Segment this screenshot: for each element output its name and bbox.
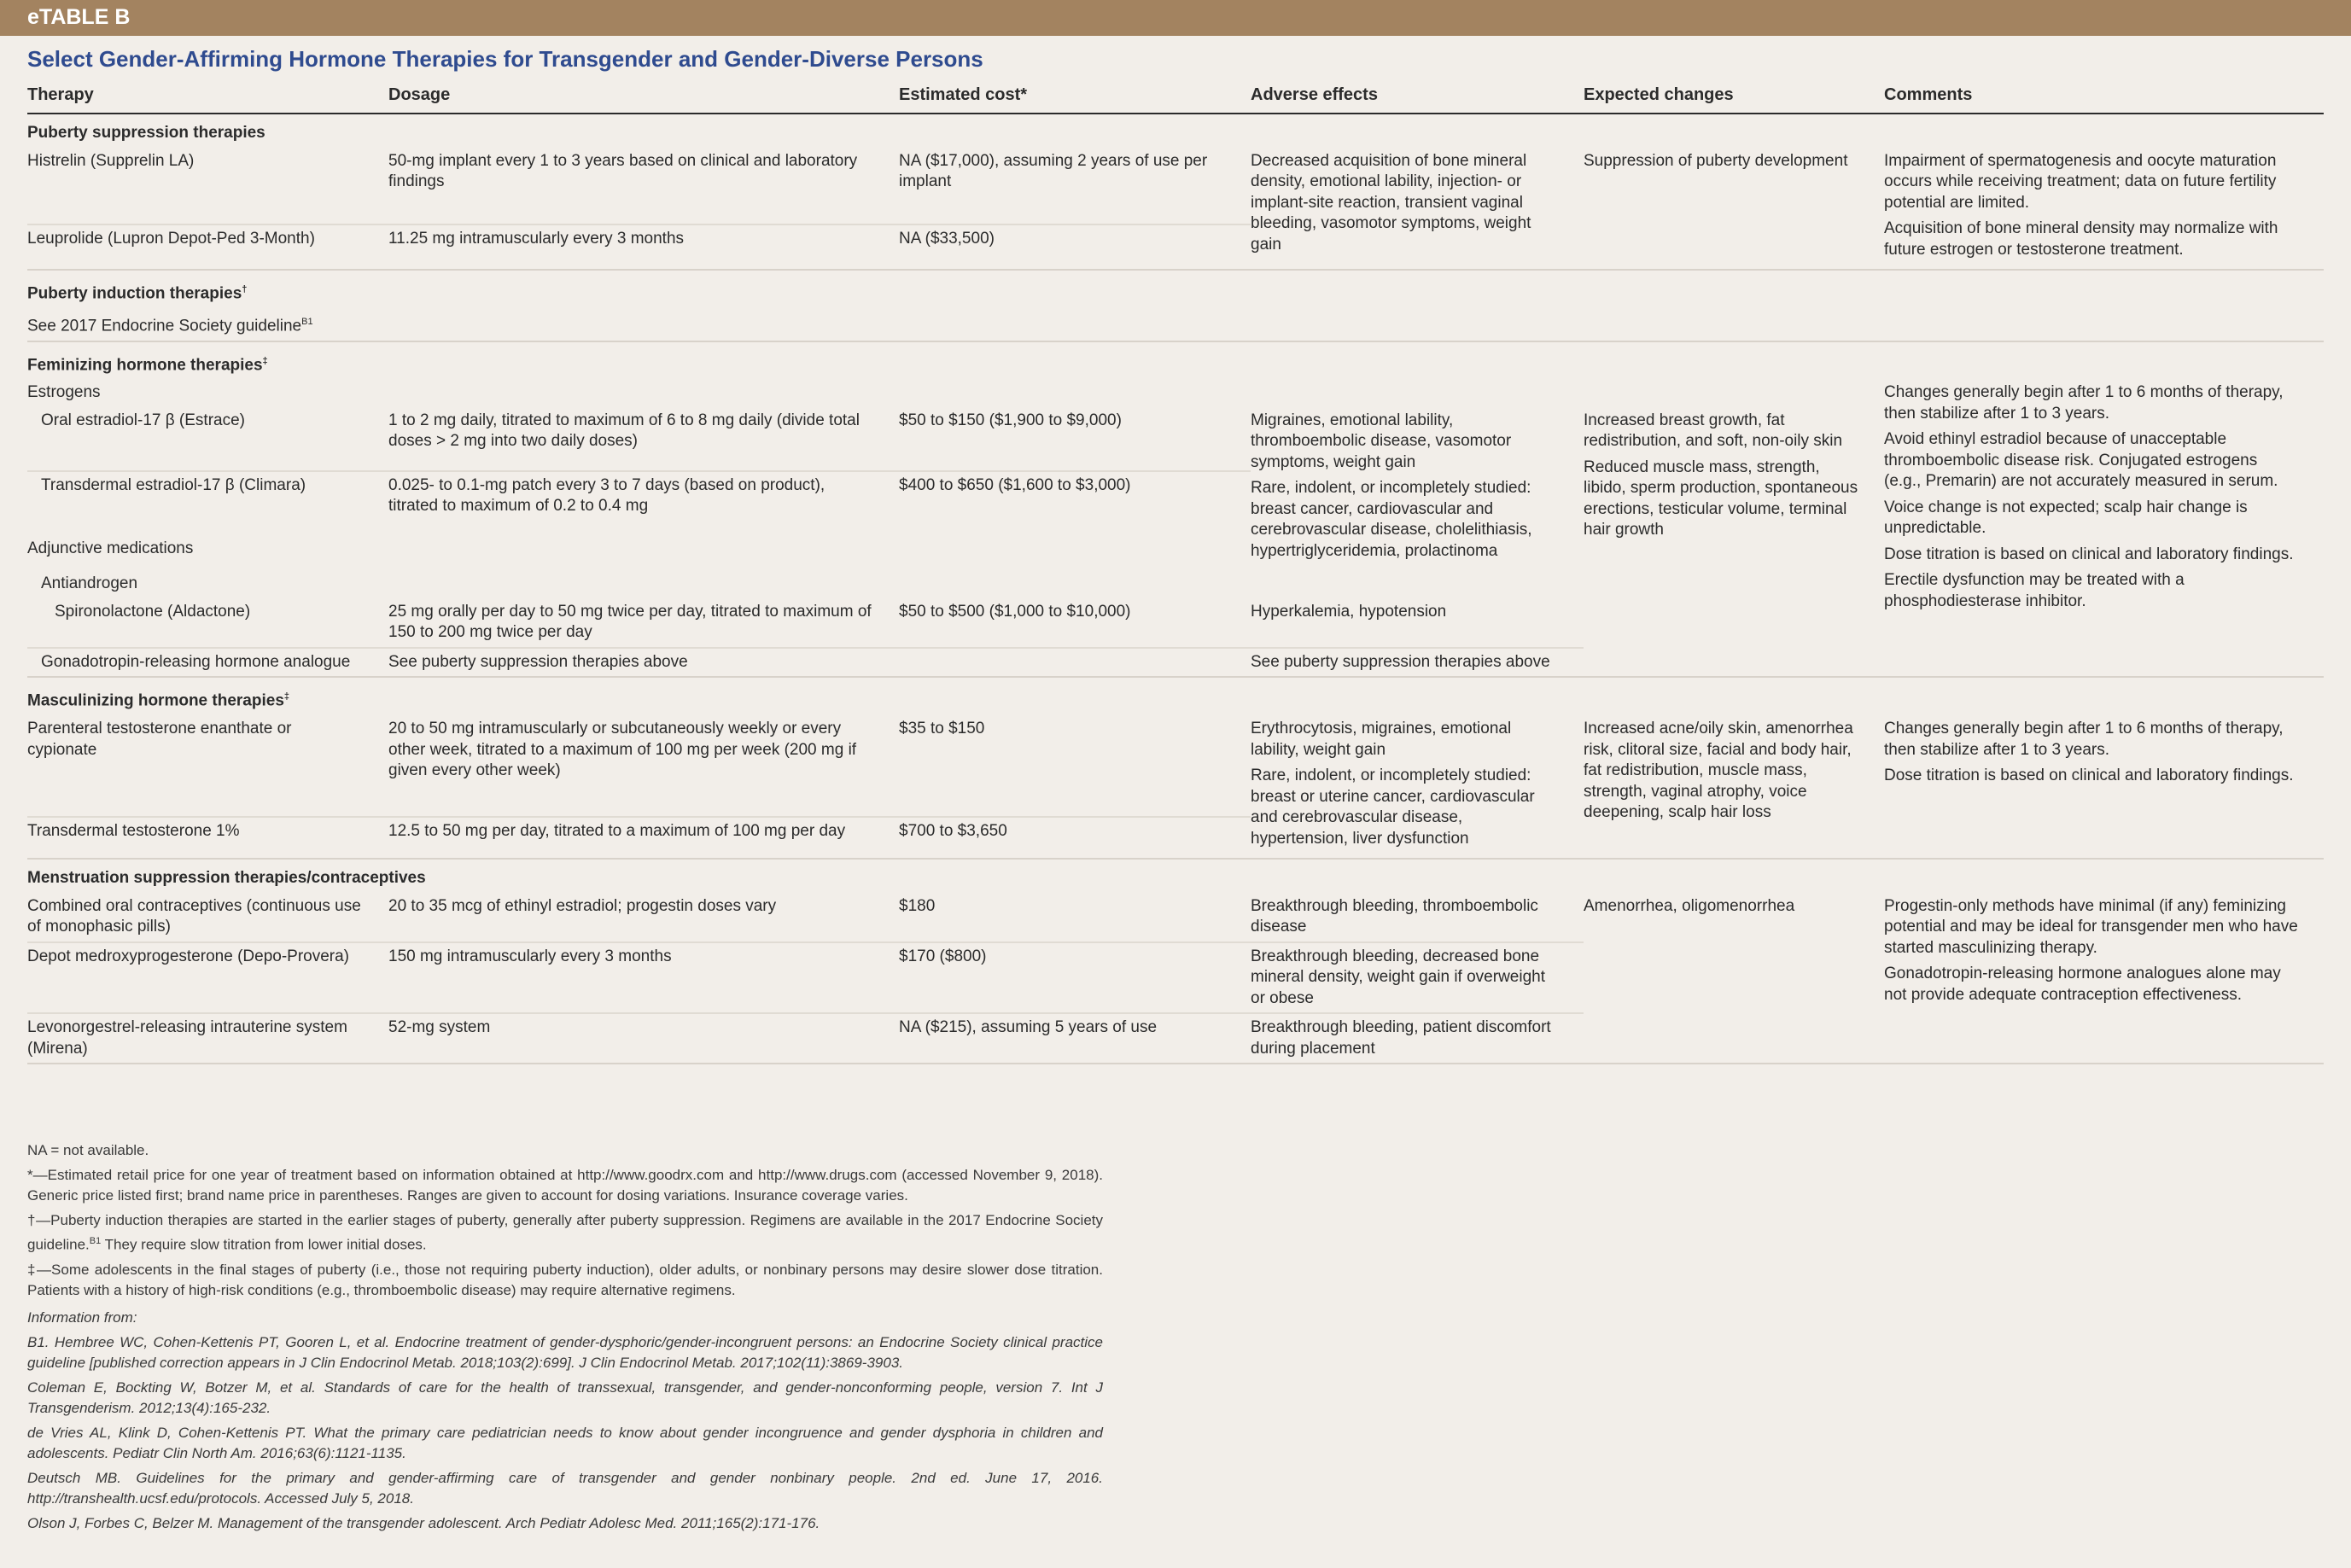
footnotes [27,1140,1103,1538]
dosage-cell: See puberty suppression therapies above [388,648,899,677]
source-citation: Olson J, Forbes C, Belzer M. Management of the transgender adolescent. Arch Pediatr Adolesc Med. 2011;165(2):171-176. [27,1514,820,1531]
footnote-double-dagger: ‡—Some adolescents in the final stages of puberty (i.e., those not requiring puberty induction), older adults, or nonbinary persons may desire slower dose titration. Patients with a history of high-risk conditions (e.g., thromboembolic disease) may require alternative regimens. [27,1261,1103,1298]
therapy-cell: Parenteral testosterone enanthate or cypionate [27,720,292,759]
cost-cell: $35 to $150 [899,720,985,738]
section-heading-text: Feminizing hormone therapies [27,355,263,374]
guideline-reference [27,308,2324,341]
comment-text: Gonadotropin-releasing hormone analogues alone may not provide adequate contraception effectiveness. [1884,965,2281,1004]
source-citation: Coleman E, Bockting W, Botzer M, et al. Standards of care for the health of transsexual, transgender, and gender-nonconforming people, version 7. Int J Transgenderism. 2012;13(4):165-232. [27,1379,1103,1416]
comments-cell [1884,148,2324,270]
section-heading [27,341,2324,380]
adverse-text: Rare, indolent, or incompletely studied: breast or uterine cancer, cardiovascular and cerebrovascular disease, hypertension, liver dysfunction [1251,767,1535,848]
comment-text: Impairment of spermatogenesis and oocyte maturation occurs while receiving treatment; data on future fertility potential are limited. [1884,151,2277,212]
expected-text: Reduced muscle mass, strength, libido, sperm production, spontaneous erections, testicular volume, terminal hair growth [1584,458,1858,539]
therapy-cell: Leuprolide (Lupron Depot-Ped 3-Month) [27,224,388,269]
table-banner [0,0,2351,36]
adverse-cell: Breakthrough bleeding, patient discomfort during placement [1251,1013,1584,1063]
therapy-cell: Transdermal estradiol-17 β (Climara) [27,471,388,535]
dosage-cell: 1 to 2 mg daily, titrated to maximum of 6 to 8 mg daily (divide total doses > 2 mg into two daily doses) [388,411,860,451]
comment-text: Changes generally begin after 1 to 6 months of therapy, then stabilize after 1 to 3 years. [1884,720,2284,759]
comment-text: Changes generally begin after 1 to 6 months of therapy, then stabilize after 1 to 3 years. [1884,383,2284,423]
section-heading-row [27,270,2324,308]
citation-mark: B1 [301,316,313,327]
footnote-mark: ‡ [262,355,268,366]
adverse-cell [1251,715,1584,858]
adverse-cell: Decreased acquisition of bone mineral density, emotional lability, injection- or implant-site reaction, transient vaginal bleeding, vasomotor symptoms, weight gain [1251,151,1531,254]
adverse-cell [1251,407,1584,571]
adverse-text: Erythrocytosis, migraines, emotional lability, weight gain [1251,720,1512,759]
comment-text: Progestin-only methods have minimal (if any) feminizing potential and may be ideal for transgender men who have started masculinizing therapy. [1884,896,2298,957]
section-heading-text: Masculinizing hormone therapies [27,691,284,710]
table-row [27,308,2324,341]
cost-cell: NA ($215), assuming 5 years of use [899,1013,1251,1063]
footnote-dagger [27,1210,1103,1256]
adverse-cell: Breakthrough bleeding, thromboembolic disease [1251,896,1538,936]
column-header-cost: Estimated cost* [899,77,1251,114]
section-heading-text: Puberty induction therapies [27,284,242,303]
table-row [27,379,2324,407]
subgroup-label: Adjunctive medications [27,539,194,557]
cost-cell: $400 to $650 ($1,600 to $3,000) [899,471,1251,535]
table-title: Select Gender-Affirming Hormone Therapies for Transgender and Gender-Diverse Persons [27,46,983,72]
comment-text: Voice change is not expected; scalp hair change is unpredictable. [1884,498,2248,538]
citation-mark: B1 [89,1236,102,1246]
section-heading-row [27,341,2324,380]
therapy-table-container [27,77,2324,1064]
adverse-cell: Breakthrough bleeding, decreased bone mineral density, weight gain if overweight or obese [1251,942,1584,1014]
footnote-mark: ‡ [283,691,290,702]
comment-text: Avoid ethinyl estradiol because of unacceptable thromboembolic disease risk. Conjugated estrogens (e.g., Premarin) are not accurately measured in serum. [1884,430,2278,491]
cost-cell: $700 to $3,650 [899,817,1251,858]
comment-text: Acquisition of bone mineral density may normalize with future estrogen or testosterone treatment. [1884,219,2278,259]
adverse-cell: Hyperkalemia, hypotension [1251,602,1447,621]
header-row [27,77,2324,114]
dosage-cell: 11.25 mg intramuscularly every 3 months [388,224,899,269]
cost-cell: $50 to $150 ($1,900 to $9,000) [899,411,1122,429]
table-row [27,715,2324,817]
section-heading-row [27,859,2324,893]
column-header-comments: Comments [1884,77,2324,114]
footnote-mark: † [242,284,248,294]
section-heading: Puberty suppression therapies [27,124,265,142]
therapy-cell: Transdermal testosterone 1% [27,817,388,858]
therapy-cell: Combined oral contraceptives (continuous use of monophasic pills) [27,896,361,936]
comments-cell [1884,715,2324,858]
dosage-cell: 0.025- to 0.1-mg patch every 3 to 7 days (based on product), titrated to maximum of 0.2 to 0.4 mg [388,471,899,535]
section-heading-row [27,114,2324,148]
expected-text: Increased breast growth, fat redistribution, and soft, non-oily skin [1584,411,1843,451]
section-heading [27,270,2324,308]
table-row [27,148,2324,224]
dosage-cell: 150 mg intramuscularly every 3 months [388,942,899,1014]
source-citation: B1. Hembree WC, Cohen-Kettenis PT, Gooren L, et al. Endocrine treatment of gender-dysphoric/gender-incongruent persons: an Endocrine Society clinical practice guideline [published correction appears in J Clin Endocrinol Metab. 2018;103(2):699]. J Clin Endocrinol Metab. 2017;102(11):3869-3903. [27,1333,1103,1371]
therapy-cell: Oral estradiol-17 β (Estrace) [41,411,246,429]
comment-text: Dose titration is based on clinical and laboratory findings. [1884,767,2294,785]
adverse-text: Migraines, emotional lability, thromboembolic disease, vasomotor symptoms, weight gain [1251,411,1512,471]
adverse-cell: See puberty suppression therapies above [1251,648,1584,677]
dosage-cell: 20 to 35 mcg of ethinyl estradiol; progestin doses vary [388,896,777,915]
dosage-cell: 50-mg implant every 1 to 3 years based on clinical and laboratory findings [388,151,858,190]
sources-header: Information from: [27,1309,137,1326]
column-header-therapy: Therapy [27,77,388,114]
expected-cell: Suppression of puberty development [1584,151,1848,170]
therapy-cell: Histrelin (Supprelin LA) [27,151,195,170]
expected-cell: Amenorrhea, oligomenorrhea [1584,896,1795,915]
section-heading [27,677,2324,715]
footnote-dagger-text-end: They require slow titration from lower initial doses. [101,1236,427,1253]
source-citation: de Vries AL, Klink D, Cohen-Kettenis PT. What the primary care pediatrician needs to know about gender incongruence and gender dysphoria in children and adolescents. Pediatr Clin North Am. 2016;63(6):1121-1135. [27,1424,1103,1461]
comment-text: Erectile dysfunction may be treated with a phosphodiesterase inhibitor. [1884,571,2185,610]
cost-cell: $170 ($800) [899,942,1251,1014]
therapy-cell: Spironolactone (Aldactone) [55,602,251,621]
section-heading: Menstruation suppression therapies/contraceptives [27,869,426,888]
comments-cell [1884,893,2324,1064]
therapy-table [27,77,2324,1064]
cost-cell: NA ($33,500) [899,224,1251,269]
comments-cell [1884,379,2324,676]
dosage-cell: 12.5 to 50 mg per day, titrated to a maximum of 100 mg per day [388,817,899,858]
expected-cell: Increased acne/oily skin, amenorrhea risk, clitoral size, facial and body hair, fat redistribution, muscle mass, strength, vaginal atrophy, voice deepening, scalp hair loss [1584,720,1853,822]
cost-cell: NA ($17,000), assuming 2 years of use per implant [899,151,1208,190]
dosage-cell: 25 mg orally per day to 50 mg twice per day, titrated to maximum of 150 to 200 mg twice per day [388,602,872,642]
column-header-adverse: Adverse effects [1251,77,1584,114]
comment-text: Dose titration is based on clinical and laboratory findings. [1884,545,2294,563]
therapy-cell: Depot medroxyprogesterone (Depo-Provera) [27,942,388,1014]
section-heading-row [27,677,2324,715]
source-citation: Deutsch MB. Guidelines for the primary and gender-affirming care of transgender and gender nonbinary people. 2nd ed. June 17, 2016. http://transhealth.ucsf.edu/protocols. Accessed July 5, 2018. [27,1469,1103,1507]
column-header-expected: Expected changes [1584,77,1884,114]
cost-cell: $50 to $500 ($1,000 to $10,000) [899,602,1131,621]
cost-cell: $180 [899,896,936,915]
table-bottom-rule [27,1063,2324,1064]
footnote-dagger-text: †—Puberty induction therapies are started in the earlier stages of puberty, generally after puberty suppression. Regimens are available in the 2017 Endocrine Society guideline. [27,1212,1103,1253]
therapy-cell: Gonadotropin-releasing hormone analogue [27,648,388,677]
adverse-text: Rare, indolent, or incompletely studied: breast cancer, cardiovascular and cerebrovascular disease, cholelithiasis, hypertriglyceridemia, prolactinoma [1251,479,1532,560]
footnote-star: *—Estimated retail price for one year of treatment based on information obtained at http://www.goodrx.com and http://www.drugs.com (accessed November 9, 2018). Generic price listed first; brand name price in parentheses. Ranges are given to account for dosing variations. Insurance coverage varies. [27,1167,1103,1204]
dosage-cell: 52-mg system [388,1013,899,1063]
subgroup-label: Antiandrogen [41,574,138,593]
footnote-na: NA = not available. [27,1142,149,1158]
banner-label: eTABLE B [27,5,131,29]
subgroup-label: Estrogens [27,383,101,402]
expected-cell [1584,407,1884,677]
guideline-text: See 2017 Endocrine Society guideline [27,317,302,335]
dosage-cell: 20 to 50 mg intramuscularly or subcutaneously weekly or every other week, titrated to a maximum of 100 mg per week (200 mg if given every other week) [388,720,857,780]
column-header-dosage: Dosage [388,77,899,114]
therapy-cell: Levonorgestrel-releasing intrauterine system (Mirena) [27,1013,388,1063]
table-row [27,893,2324,942]
